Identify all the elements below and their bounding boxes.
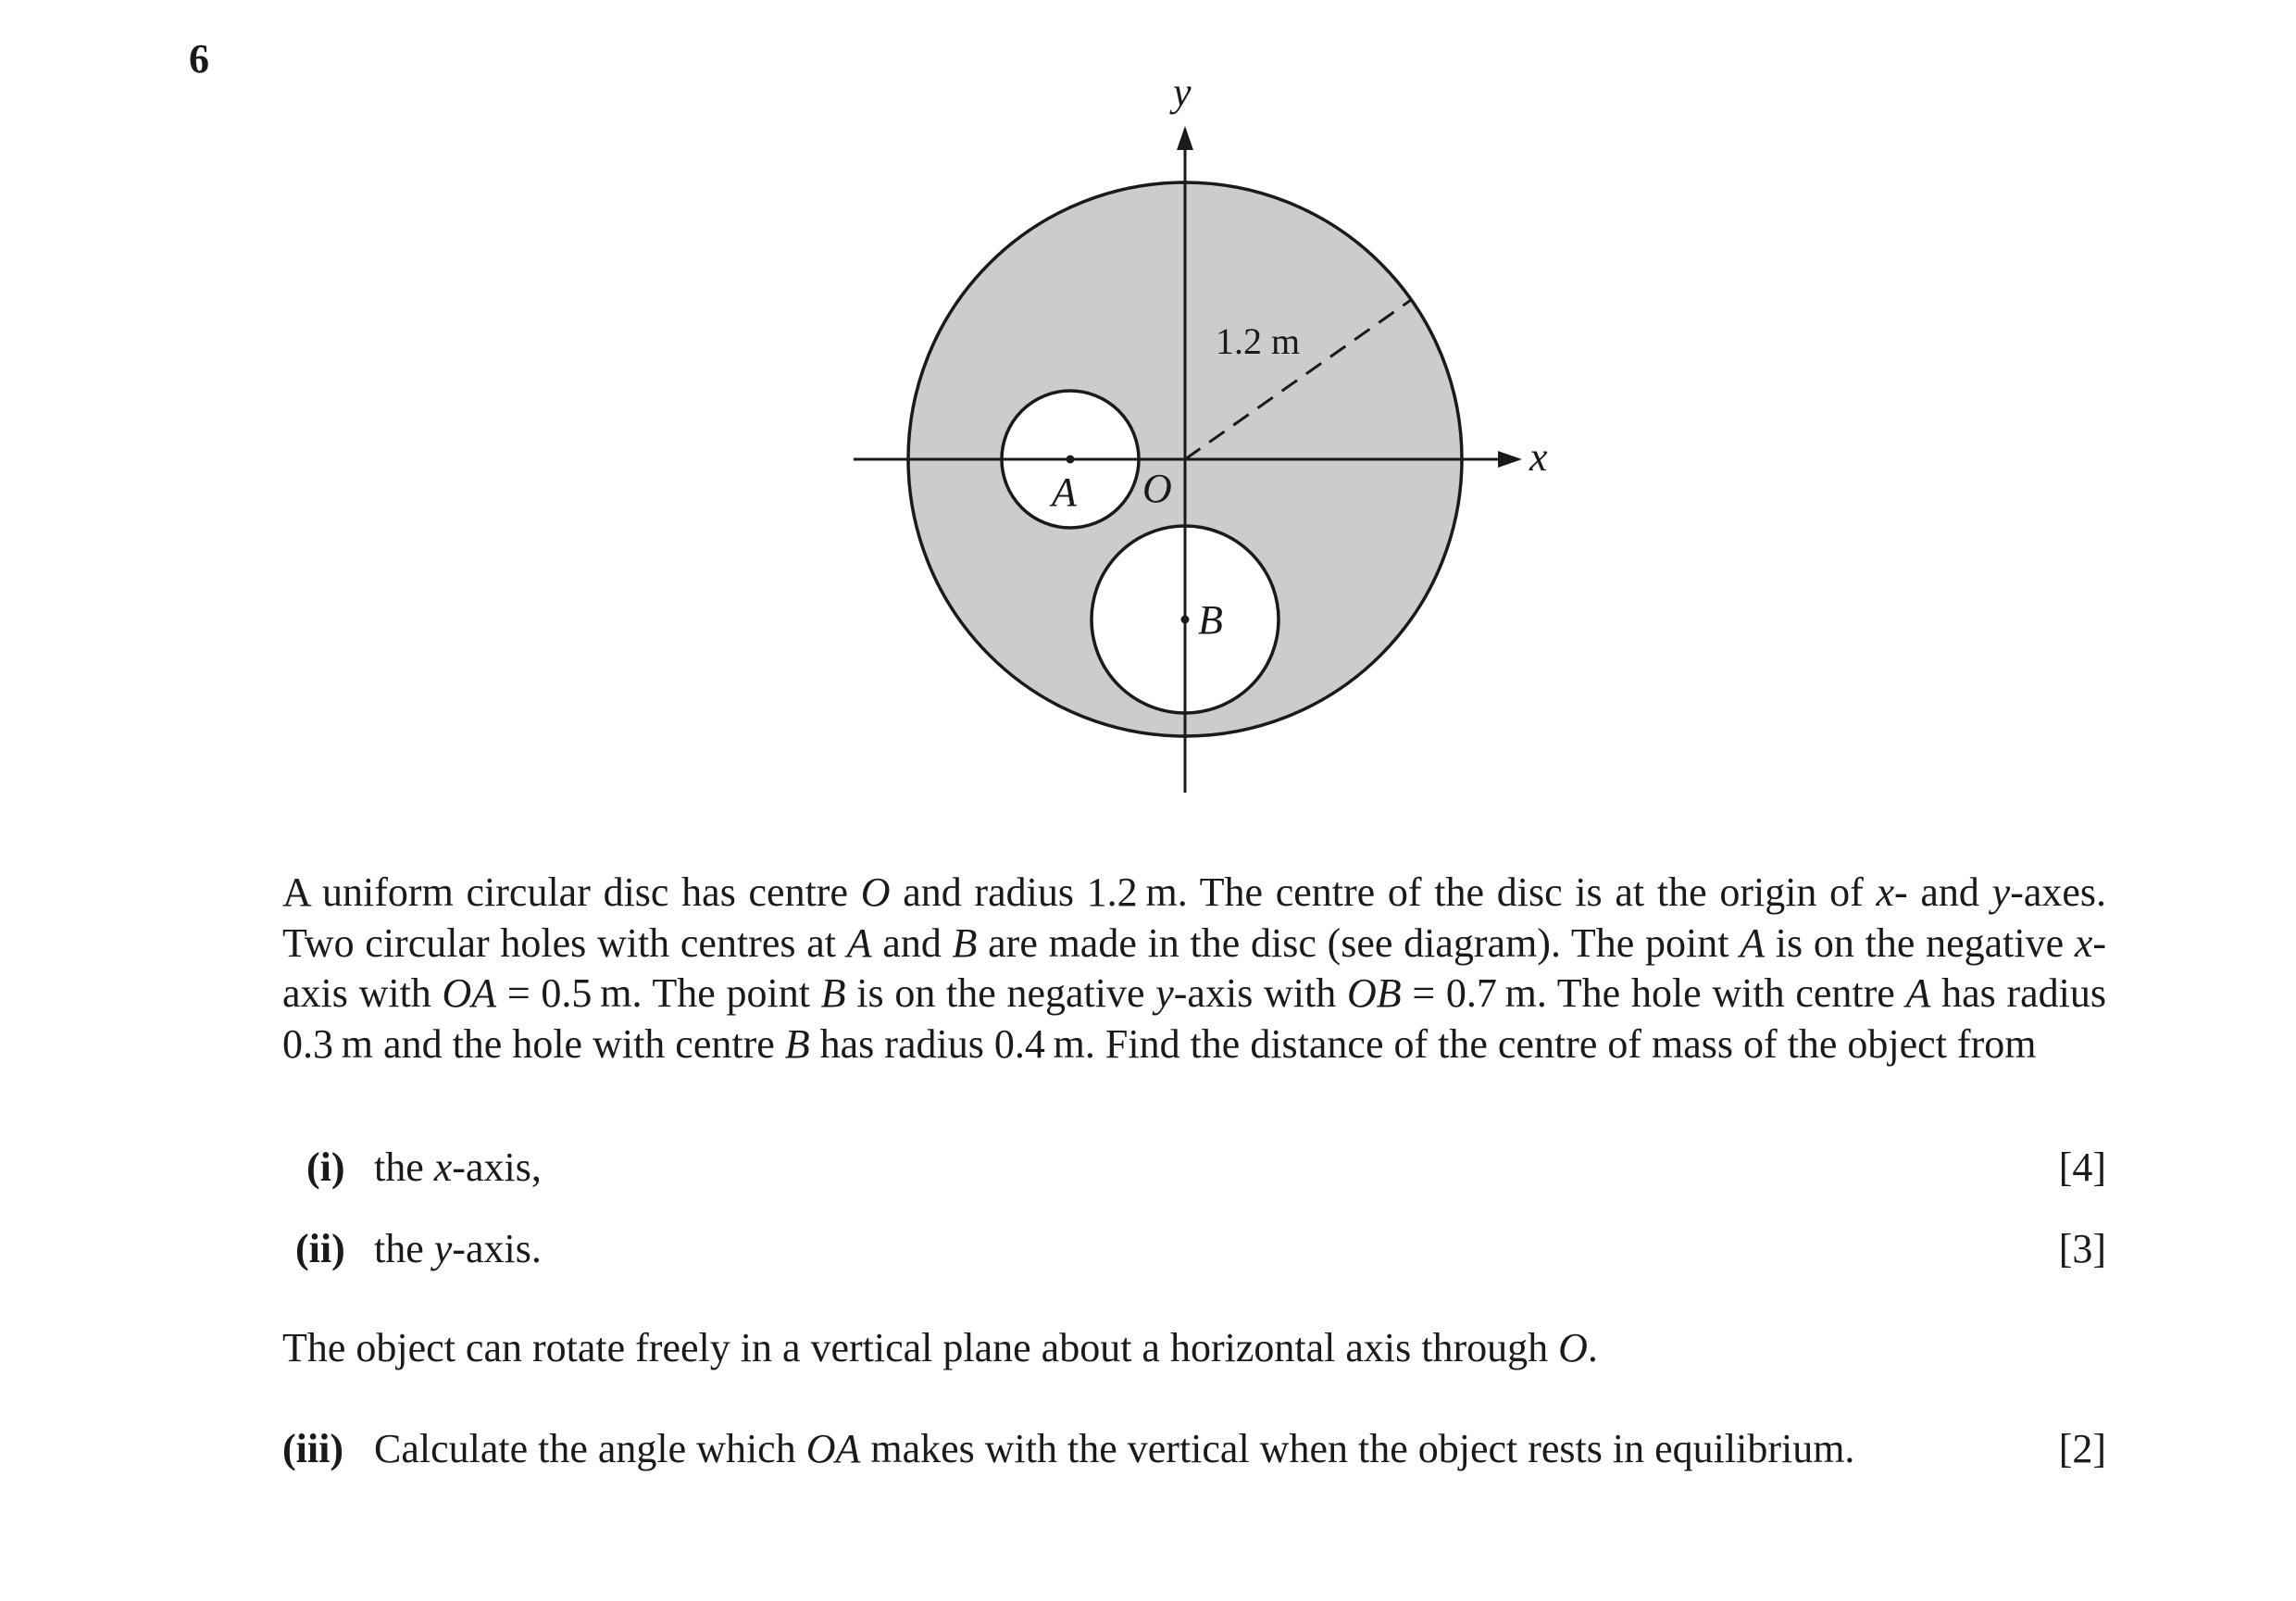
part-i-marks: [4] [2058, 1144, 2106, 1190]
y-axis-label: y [1173, 69, 1192, 115]
part-iii [282, 1423, 2106, 1475]
intro-line-2: y-axes. Two circular holes with centres at A and B are made in the disc (see diagram). The point A is [282, 869, 2107, 966]
point-b-dot [1181, 616, 1190, 624]
x-axis-label: x [1529, 434, 1548, 480]
point-b-label: B [1198, 597, 1223, 643]
part-ii-marks: [3] [2058, 1226, 2106, 1271]
part-ii-label: (ii) [295, 1226, 345, 1271]
part-i-text: the x-axis, [374, 1144, 542, 1190]
point-a-dot [1067, 456, 1075, 464]
intro-line-4: hole with centre A has radius 0.3 m and the hole with centre B has radius 0.4 m. Find the distance of [282, 970, 2107, 1067]
middle-statement [282, 1322, 2106, 1374]
intro-line-3: on the negative x-axis with OA = 0.5 m. The point B is on the negative y-axis with OB = 0.7 m. The [282, 919, 2107, 1016]
part-ii-text: the y-axis. [374, 1226, 542, 1271]
point-a-label: A [1052, 469, 1077, 515]
part-iii-label: (iii) [282, 1426, 343, 1471]
y-axis-arrowhead [1177, 126, 1193, 150]
question-intro [282, 868, 2106, 1069]
x-axis-arrowhead [1498, 451, 1522, 468]
part-i-label: (i) [306, 1144, 345, 1190]
intro-line-1: A uniform circular disc has centre O and radius 1.2 m. The centre of the disc is at the origin of x- and [282, 869, 1979, 915]
question-number: 6 [189, 36, 209, 81]
origin-label: O [1142, 466, 1172, 511]
part-iii-text: Calculate the angle which OA makes with the vertical when the object rests in equilibrium. [374, 1426, 1855, 1471]
middle-text: The object can rotate freely in a vertical plane about a horizontal axis through O. [282, 1325, 1598, 1370]
part-ii [282, 1223, 2106, 1275]
part-iii-marks: [2] [2058, 1426, 2106, 1471]
part-i [282, 1142, 2106, 1194]
radius-label: 1.2 m [1216, 320, 1301, 362]
intro-line-5: the centre of mass of the object from [1438, 1020, 2037, 1067]
